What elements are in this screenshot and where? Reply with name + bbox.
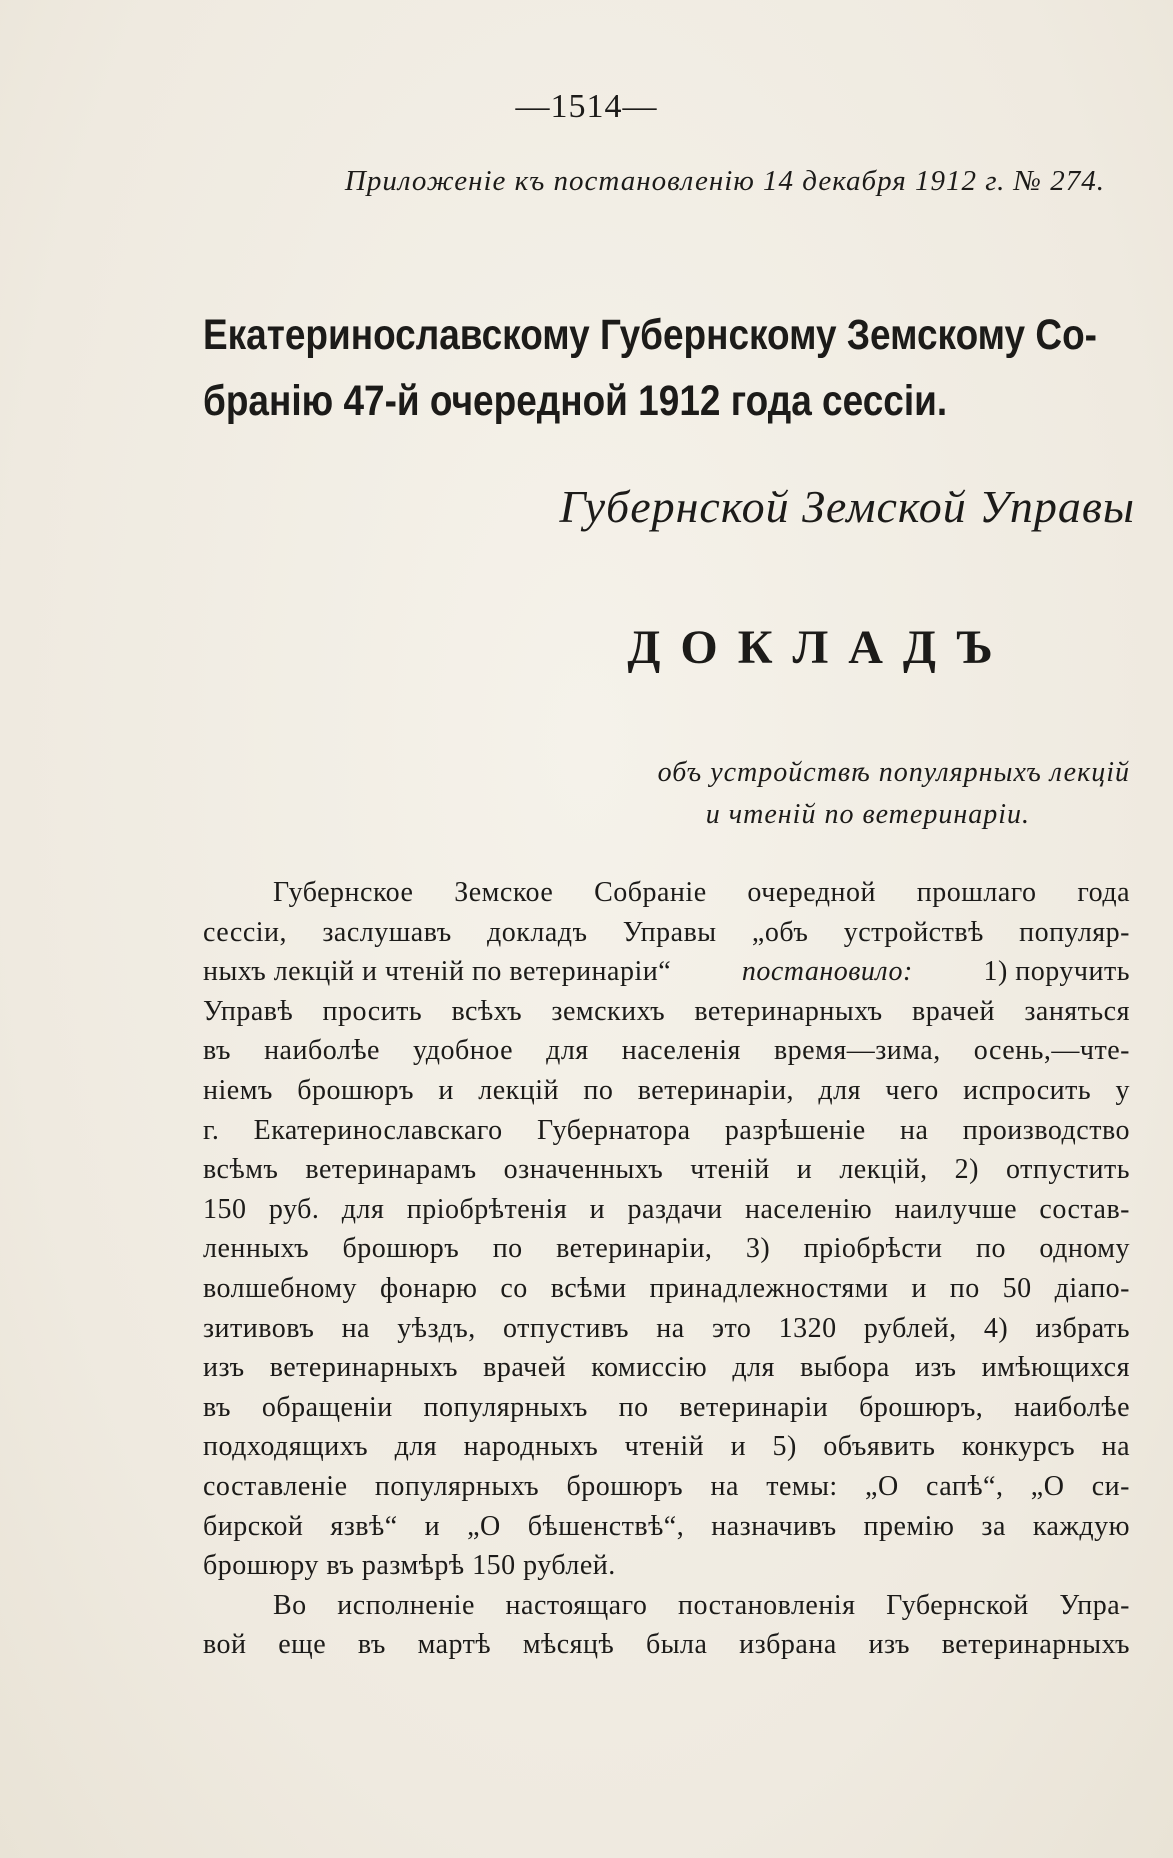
paragraph-1-line: Управѣ просить всѣхъ земскихъ ветеринарныхъ врачей заняться xyxy=(203,995,1130,1027)
paragraph-2-line: Во исполненіе настоящаго постановленія Губернской Упра- xyxy=(273,1589,1130,1621)
document-subtitle xyxy=(560,752,1130,836)
paragraph-1-line: брошюру въ размѣрѣ 150 рублей. xyxy=(203,1550,616,1582)
paragraph-1-line: Губернское Земское Собраніе очередной прошлаго года xyxy=(273,877,1130,908)
paragraph-1-line: сессіи, заслушавъ докладъ Управы „объ устройствѣ популяр- xyxy=(203,916,1130,948)
subtitle-line-1: объ устройствѣ популярныхъ лекцій xyxy=(657,757,1130,788)
paragraph-2 xyxy=(203,1586,1130,1665)
uprava-title: Губернской Земской Управы xyxy=(559,481,1135,532)
paragraph-1-line: всѣмъ ветеринарамъ означенныхъ чтеній и лекцій, 2) отпустить xyxy=(203,1154,1130,1186)
paragraph-1-line: ніемъ брошюръ и лекцій по ветеринаріи, для чего испросить у xyxy=(203,1074,1130,1106)
paragraph-1-line: 150 руб. для пріобрѣтенія и раздачи населенію наилучше состав- xyxy=(203,1193,1130,1225)
paragraph-1-line: г. Екатеринославскаго Губернатора разрѣшеніе на производство xyxy=(203,1114,1130,1146)
body-text xyxy=(203,873,1130,1665)
paragraph-1-fragment: 1) поручить xyxy=(983,956,1130,988)
subtitle-line-2: и чтеній по ветеринаріи. xyxy=(705,799,1030,830)
paragraph-1-line: изъ ветеринарныхъ врачей комиссію для выбора изъ имѣющихся xyxy=(203,1352,1130,1384)
paragraph-1-line: составленіе популярныхъ брошюръ на темы: „О сапѣ“, „О си- xyxy=(203,1470,1130,1502)
page-number: —1514— xyxy=(515,88,658,125)
paragraph-1-line: подходящихъ для народныхъ чтеній и 5) объявить конкурсъ на xyxy=(203,1431,1130,1463)
paragraph-1-line-mixed xyxy=(203,952,1130,992)
main-heading xyxy=(203,302,1133,434)
paragraph-1-emphasis: постановило: xyxy=(741,956,913,988)
paragraph-1-line: бирской язвѣ“ и „О бѣшенствѣ“, назначивъ премію за каждую xyxy=(203,1510,1130,1542)
appendix-note: Приложеніе къ постановленію 14 декабря 1912 г. № 274. xyxy=(344,165,1105,197)
paragraph-1-line: въ наиболѣе удобное для населенія время—зима, осень,—чте- xyxy=(203,1035,1130,1067)
paragraph-1-line: въ обращеніи популярныхъ по ветеринаріи брошюръ, наиболѣе xyxy=(203,1391,1130,1423)
paragraph-1-fragment: ныхъ лекцій и чтеній по ветеринаріи“ xyxy=(203,956,672,988)
paragraph-1-line: волшебному фонарю со всѣми принадлежностями и по 50 діапо- xyxy=(203,1272,1130,1304)
paragraph-2-line: вой еще въ мартѣ мѣсяцѣ была избрана изъ ветеринарныхъ xyxy=(203,1629,1130,1661)
main-heading-line-1: Екатеринославскому Губернскому Земскому Со- xyxy=(203,311,1097,359)
paragraph-1-line: ленныхъ брошюръ по ветеринаріи, 3) пріобрѣсти по одному xyxy=(203,1233,1130,1265)
paragraph-1-line: зитивовъ на уѣздъ, отпустивъ на это 1320 рублей, 4) избрать xyxy=(203,1312,1130,1344)
paragraph-1 xyxy=(203,873,1130,1586)
document-title: ДОКЛАДЪ xyxy=(627,621,1013,674)
main-heading-line-2: бранію 47-й очередной 1912 года сессіи. xyxy=(203,377,948,425)
